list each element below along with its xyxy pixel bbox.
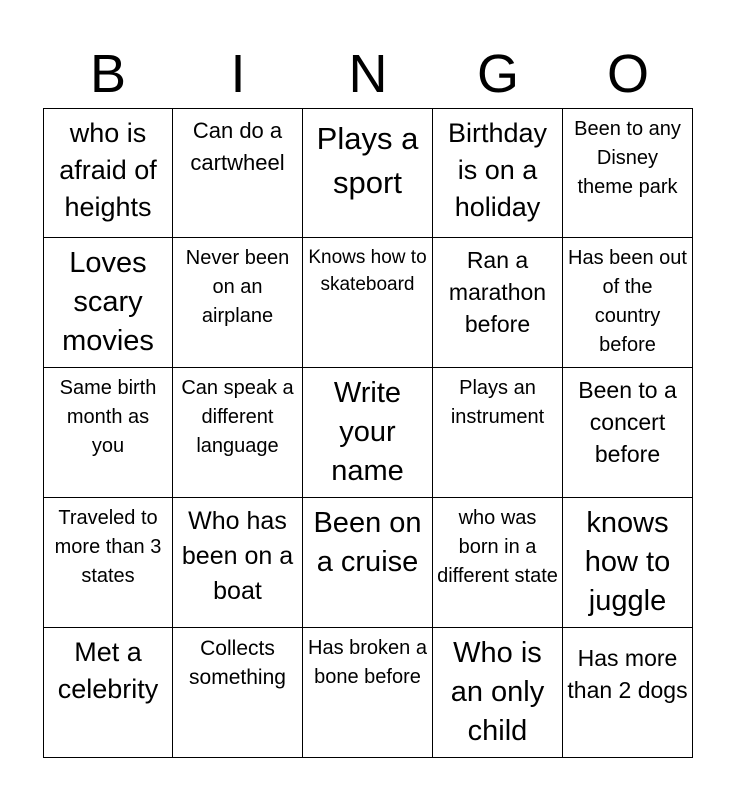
bingo-cell[interactable] [303,238,433,368]
cell-text: Met a celebrity [57,637,159,704]
bingo-cell[interactable] [303,498,433,628]
bingo-cell[interactable] [433,498,563,628]
cell-text: who was born in a different state [437,507,558,587]
cell-text: Knows how to skateboard [308,247,427,295]
header-letter-n: N [348,44,388,104]
bingo-cell[interactable] [563,238,693,368]
bingo-cell[interactable] [563,108,693,238]
cell-text: Birthday is on a holiday [447,118,548,222]
cell-text: Can speak a different language [181,377,294,457]
cell-text: Same birth month as you [59,377,157,457]
bingo-board [43,108,693,758]
header-letter-g: G [476,44,519,104]
bingo-cell[interactable] [173,108,303,238]
bingo-cell[interactable] [173,368,303,498]
bingo-header [43,40,693,108]
cell-text: who is afraid of heights [59,118,157,222]
bingo-cell[interactable] [173,498,303,628]
bingo-cell[interactable] [433,368,563,498]
bingo-cell[interactable] [303,108,433,238]
cell-text: Who is an only child [450,637,545,747]
bingo-cell[interactable] [173,628,303,758]
cell-text: Can do a cartwheel [190,118,285,175]
cell-text: Loves scary movies [62,247,154,357]
cell-text: Ran a marathon before [448,247,547,337]
bingo-cell[interactable] [43,628,173,758]
cell-text: Plays an instrument [450,377,545,428]
bingo-cell[interactable] [433,238,563,368]
cell-text: knows how to juggle [584,507,671,617]
bingo-cell[interactable] [43,108,173,238]
bingo-cell[interactable] [43,368,173,498]
bingo-cell[interactable] [563,498,693,628]
bingo-cell[interactable] [433,108,563,238]
cell-text: Never been on an airplane [185,247,290,327]
cell-text: Traveled to more than 3 states [54,507,162,587]
cell-text: Collects something [189,637,286,689]
bingo-cell[interactable] [563,628,693,758]
cell-text: Write your name [331,377,404,487]
cell-text: Has been out of the country before [568,247,687,356]
cell-text: Plays a sport [316,121,419,200]
cell-text: Has broken a bone before [308,637,427,688]
header-letter-b: B [89,44,127,104]
header-letter-i: I [230,44,246,104]
cell-text: Who has been on a boat [181,507,294,605]
cell-text: Has more than 2 dogs [567,645,688,703]
bingo-cell[interactable] [433,628,563,758]
bingo-cell[interactable] [563,368,693,498]
header-letter-o: O [606,44,649,104]
bingo-cell[interactable] [303,368,433,498]
cell-text: Been to any Disney theme park [574,118,681,198]
cell-text: Been on a cruise [313,507,422,578]
cell-text: Been to a concert before [578,377,677,467]
bingo-cell[interactable] [43,238,173,368]
bingo-cell[interactable] [43,498,173,628]
bingo-cell[interactable] [173,238,303,368]
bingo-cell[interactable] [303,628,433,758]
